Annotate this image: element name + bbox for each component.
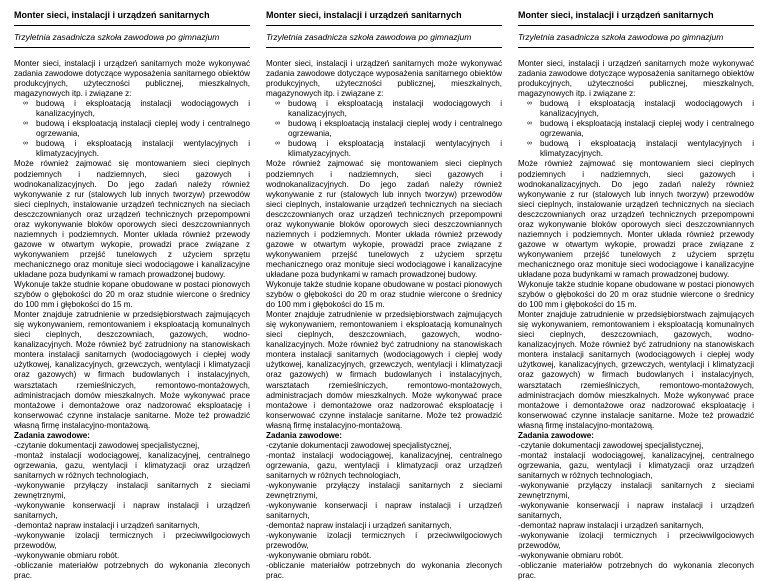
task-item: -wykonywanie obmiaru robót. <box>14 551 120 561</box>
column-subtitle: Trzyletnia zasadnicza szkoła zawodowa po gimnazjum <box>266 32 502 48</box>
infinity-bullet-icon: ∞ <box>275 140 280 148</box>
task-item: -wykonywanie obmiaru robót. <box>518 551 624 561</box>
intro-paragraph: Monter sieci, instalacji i urządzeń sanitarnych może wykonywać zadania zawodowe dotyczące wyposażenia sanitarnego obiektów produkcyjnych, użyteczności publicznej, mieszkalnych, magazynowych itp. i związane z: <box>518 59 754 99</box>
bullet-item: ∞ budową i eksploatacją instalacji cieplej wody i centralnego ogrzewania, <box>275 119 502 139</box>
column-2 <box>266 10 502 581</box>
task-item: -wykonywanie przyłączy instalacji sanitarnych z sieciami zewnętrznymi, <box>14 480 250 501</box>
infinity-bullet-icon: ∞ <box>275 100 280 108</box>
task-item: -wykonywanie izolacji termicznych i przeciwwilgociowych przewodów, <box>266 531 502 551</box>
task-item: -montaż instalacji wodociągowej, kanalizacyjnej, centralnego ogrzewania, gazu, wentylacji i klimatyzacji oraz urządzeń sanitarnych w różnych technologiach, <box>266 450 502 480</box>
task-item: -demontaż napraw instalacji i urządzeń sanitarnych, <box>266 521 452 531</box>
task-item: -czytanie dokumentacji zawodowej specjalistycznej, <box>518 440 704 450</box>
infinity-bullet-icon: ∞ <box>527 100 532 108</box>
bullet-list <box>518 99 754 159</box>
infinity-bullet-icon: ∞ <box>275 120 280 128</box>
paragraph-1: Może również zajmować się montowaniem sieci cieplnych podziemnych i nadziemnych, sieci gazowych i wodnokanalizacyjnych. Do jego zadań należy również wykonywanie z rur (stalowych lub innych tworzyw) przewodów sieci cieplnych, instalowanie urządzeń technicznych na sieciach desczczownianych oraz urządzeń technicznych przepompowni oraz wykonywanie bloków oporowych sieci deszczowniannych naziemnych i podziemnych. Monter układa również przewody gazowe w otwartym wykopie, prowadzi prace związane z wykonywaniem przejść tunelowych z użyciem sprzętu mechanicznego oraz monituje sieci wodociągowe i kanalizacyjne układane poza budynkami w ramach prowadzonej budowy. <box>266 159 502 279</box>
task-item: -obliczanie materiałów potrzebnych do wykonania zleconych prac. <box>14 561 250 581</box>
tasks-heading: Zadania zawodowe: <box>518 430 595 440</box>
bullet-item: ∞ budową i eksploatacją instalacji cieplej wody i centralnego ogrzewania, <box>23 119 250 139</box>
column-subtitle: Trzyletnia zasadnicza szkoła zawodowa po gimnazjum <box>14 32 250 48</box>
column-1 <box>14 10 250 581</box>
task-item: -wykonywanie konserwacji i napraw instalacji i urządzeń sanitarnych, <box>518 501 754 521</box>
task-item: -wykonywanie izolacji termicznych i przeciwwilgociowych przewodów, <box>14 531 250 551</box>
paragraph-1: Może również zajmować się montowaniem sieci cieplnych podziemnych i nadziemnych, sieci gazowych i wodnokanalizacyjnych. Do jego zadań należy również wykonywanie z rur (stalowych lub innych tworzyw) przewodów sieci cieplnych, instalowanie urządzeń technicznych na sieciach desczczownianych oraz urządzeń technicznych przepompowni oraz wykonywanie bloków oporowych sieci deszczowniannych naziemnych i podziemnych. Monter układa również przewody gazowe w otwartym wykopie, prowadzi prace związane z wykonywaniem przejść tunelowych z użyciem sprzętu mechanicznego oraz monituje sieci wodociągowe i kanalizacyjne układane poza budynkami w ramach prowadzonej budowy. <box>518 159 754 279</box>
column-subtitle: Trzyletnia zasadnicza szkoła zawodowa po gimnazjum <box>518 32 754 48</box>
task-item: -wykonywanie przyłączy instalacji sanitarnych z sieciami zewnętrznymi, <box>266 480 502 501</box>
bullet-list <box>266 99 502 159</box>
task-item: -obliczanie materiałów potrzebnych do wykonania zleconych prac. <box>266 561 502 581</box>
paragraph-2: Wykonuje także studnie kopane obudowane w postaci pionowych szybów o głębokości do 20 m oraz studnie wiercone o średnicy do 100 mm i głębokości do 15 m. <box>518 280 754 310</box>
task-item: -wykonywanie izolacji termicznych i przeciwwilgociowych przewodów, <box>518 531 754 551</box>
paragraph-1: Może również zajmować się montowaniem sieci cieplnych podziemnych i nadziemnych, sieci gazowych i wodnokanalizacyjnych. Do jego zadań należy również wykonywanie z rur (stalowych lub innych tworzyw) przewodów sieci cieplnych, instalowanie urządzeń technicznych na sieciach desczczownianych oraz urządzeń technicznych przepompowni oraz wykonywanie bloków oporowych sieci deszczowniannych naziemnych i podziemnych. Monter układa również przewody gazowe w otwartym wykopie, prowadzi prace związane z wykonywaniem przejść tunelowych z użyciem sprzętu mechanicznego oraz monituje sieci wodociągowe i kanalizacyjne układane poza budynkami w ramach prowadzonej budowy. <box>14 159 250 279</box>
column-body <box>266 59 502 581</box>
task-item: -obliczanie materiałów potrzebnych do wykonania zleconych prac. <box>518 561 754 581</box>
task-item: -montaż instalacji wodociągowej, kanalizacyjnej, centralnego ogrzewania, gazu, wentylacji i klimatyzacji oraz urządzeń sanitarnych w różnych technologiach, <box>518 450 754 480</box>
paragraph-3: Monter znajduje zatrudnienie w przedsiębiorstwach zajmujących się wykonywaniem, remontowaniem i eksploatacją komunalnych sieci cieplnych, deszczowniach, gazowych, wodno-kanalizacyjnych. Może również być zatrudniony na stanowiskach montera instalacji sanitarnych (wodociągowych i ciepłej wody użytkowej, kanalizacyjnych, grzewczych, wentylacji i klimatyzacji oraz gazowych) w firmach budowlanych i instalacyjnych, warsztatach rzemieślniczych, remontowo-montażowych, administracjach domów mieszkalnych. Może wykonywać prace montażowe i demontażowe oraz nadzorować eksploatację i konserwować czynne instalacje sanitarne. Może też prowadzić własną firmę instalacyjno-montażową. <box>518 310 754 430</box>
bullet-item: ∞ budową i eksploatacją instalacji wodociągowych i kanalizacyjnych, <box>527 99 754 119</box>
paragraph-3: Monter znajduje zatrudnienie w przedsiębiorstwach zajmujących się wykonywaniem, remontowaniem i eksploatacją komunalnych sieci cieplnych, deszczowniach, gazowych, wodno-kanalizacyjnych. Może również być zatrudniony na stanowiskach montera instalacji sanitarnych (wodociągowych i ciepłej wody użytkowej, kanalizacyjnych, grzewczych, wentylacji i klimatyzacji oraz gazowych) w firmach budowlanych i instalacyjnych, warsztatach rzemieślniczych, remontowo-montażowych, administracjach domów mieszkalnych. Może wykonywać prace montażowe i demontażowe oraz nadzorować eksploatację i konserwować czynne instalacje sanitarne. Może też prowadzić własną firmę instalacyjno-montażową. <box>14 310 250 430</box>
infinity-bullet-icon: ∞ <box>23 140 28 148</box>
paragraph-3: Monter znajduje zatrudnienie w przedsiębiorstwach zajmujących się wykonywaniem, remontowaniem i eksploatacją komunalnych sieci cieplnych, deszczowniach, gazowych, wodno-kanalizacyjnych. Może również być zatrudniony na stanowiskach montera instalacji sanitarnych (wodociągowych i ciepłej wody użytkowej, kanalizacyjnych, grzewczych, wentylacji i klimatyzacji oraz gazowych) w firmach budowlanych i instalacyjnych, warsztatach rzemieślniczych, remontowo-montażowych, administracjach domów mieszkalnych. Może wykonywać prace montażowe i demontażowe oraz nadzorować eksploatację i konserwować czynne instalacje sanitarne. Może też prowadzić własną firmę instalacyjno-montażową. <box>266 310 502 430</box>
bullet-item: ∞ budową i eksploatacją instalacji wentylacyjnych i klimatyzacyjnych. <box>23 139 250 159</box>
tasks-heading: Zadania zawodowe: <box>14 430 91 440</box>
paragraph-2: Wykonuje także studnie kopane obudowane w postaci pionowych szybów o głębokości do 20 m oraz studnie wiercone o średnicy do 100 mm i głębokości do 15 m. <box>266 280 502 310</box>
column-title: Monter sieci, instalacji i urządzeń sanitarnych <box>266 10 502 26</box>
column-title: Monter sieci, instalacji i urządzeń sanitarnych <box>14 10 250 26</box>
task-item: -wykonywanie przyłączy instalacji sanitarnych z sieciami zewnętrznymi, <box>518 480 754 501</box>
column-body <box>14 59 250 581</box>
bullet-item: ∞ budową i eksploatacją instalacji wentylacyjnych i klimatyzacyjnych. <box>275 139 502 159</box>
intro-paragraph: Monter sieci, instalacji i urządzeń sanitarnych może wykonywać zadania zawodowe dotyczące wyposażenia sanitarnego obiektów produkcyjnych, użyteczności publicznej, mieszkalnych, magazynowych itp. i związane z: <box>266 59 502 99</box>
bullet-item: ∞ budową i eksploatacją instalacji wodociągowych i kanalizacyjnych, <box>23 99 250 119</box>
column-body <box>518 59 754 581</box>
column-3 <box>518 10 754 581</box>
infinity-bullet-icon: ∞ <box>23 120 28 128</box>
task-item: -wykonywanie konserwacji i napraw instalacji i urządzeń sanitarnych, <box>266 501 502 521</box>
task-item: -demontaż napraw instalacji i urządzeń sanitarnych, <box>14 521 200 531</box>
task-item: -czytanie dokumentacji zawodowej specjalistycznej, <box>266 440 452 450</box>
bullet-item: ∞ budową i eksploatacją instalacji cieplej wody i centralnego ogrzewania, <box>527 119 754 139</box>
infinity-bullet-icon: ∞ <box>527 140 532 148</box>
task-item: -czytanie dokumentacji zawodowej specjalistycznej, <box>14 440 200 450</box>
task-item: -montaż instalacji wodociągowej, kanalizacyjnej, centralnego ogrzewania, gazu, wentylacji i klimatyzacji oraz urządzeń sanitarnych w różnych technologiach, <box>14 450 250 480</box>
infinity-bullet-icon: ∞ <box>23 100 28 108</box>
infinity-bullet-icon: ∞ <box>527 120 532 128</box>
bullet-item: ∞ budową i eksploatacją instalacji wentylacyjnych i klimatyzacyjnych. <box>527 139 754 159</box>
tasks-heading: Zadania zawodowe: <box>266 430 343 440</box>
task-item: -wykonywanie konserwacji i napraw instalacji i urządzeń sanitarnych, <box>14 501 250 521</box>
column-title: Monter sieci, instalacji i urządzeń sanitarnych <box>518 10 754 26</box>
task-item: -demontaż napraw instalacji i urządzeń sanitarnych, <box>518 521 704 531</box>
paragraph-2: Wykonuje także studnie kopane obudowane w postaci pionowych szybów o głębokości do 20 m oraz studnie wiercone o średnicy do 100 mm i głębokości do 15 m. <box>14 280 250 310</box>
intro-paragraph: Monter sieci, instalacji i urządzeń sanitarnych może wykonywać zadania zawodowe dotyczące wyposażenia sanitarnego obiektów produkcyjnych, użyteczności publicznej, mieszkalnych, magazynowych itp. i związane z: <box>14 59 250 99</box>
task-item: -wykonywanie obmiaru robót. <box>266 551 372 561</box>
bullet-item: ∞ budową i eksploatacją instalacji wodociągowych i kanalizacyjnych, <box>275 99 502 119</box>
bullet-list <box>14 99 250 159</box>
